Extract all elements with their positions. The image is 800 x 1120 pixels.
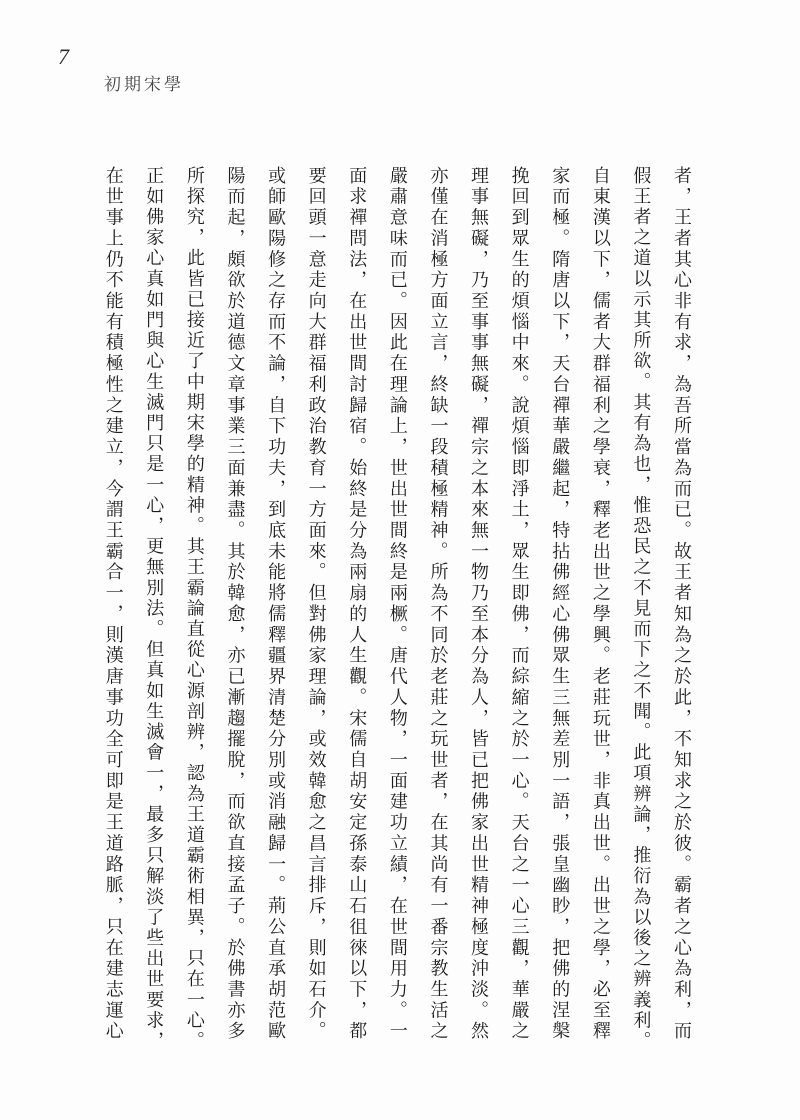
- text-column: 自東漢以下，儒者大群福利之學衰，釋老出世之學興。老莊玩世，非真出世。出世之學，必至釋: [590, 166, 611, 1042]
- text-column: 亦僅在消極方面立言，終缺一段積極精神。所為不同於老莊之玩世者，在其尚有一番宗教生活之: [428, 166, 449, 1042]
- text-column: 在世事上仍不能有積極性之建立，今謂王霸合一，則漢唐事功全可即是王道路脈，只在建志運心: [103, 166, 124, 1042]
- text-column: 正如佛家心真如門與心生滅門只是一心，更無別法。但真如生滅會一，最多只解淡了些出世要求，: [144, 166, 165, 1052]
- text-column: 家而極。隋唐以下，天台禪華嚴繼起，特拈佛經心佛眾生三無差別一語，張皇幽眇，把佛的涅槃: [550, 166, 571, 1042]
- text-column: 要回頭一意走向大群福利政治教育一方面來。但對佛家理論，或效韓愈之昌言排斥，則如石介。: [306, 166, 327, 1042]
- text-column: 陽而起，頗欲於道德文章事業三面兼盡。其於韓愈，亦已漸趨擺脫，而欲直接孟子。於佛書亦多: [225, 166, 246, 1042]
- text-column: 挽回到眾生的煩惱中來。說煩惱即淨土，眾生即佛，而綜縮之於一心。天台之一心三觀，華嚴之: [509, 166, 530, 1042]
- running-header: 初期宋學: [104, 75, 184, 94]
- page-number: 7: [58, 44, 69, 69]
- text-column: 或師歐陽修之存而不論，自下功夫，到底未能將儒釋疆界清楚分別或消融歸一。荊公直承胡范歐: [266, 166, 287, 1042]
- text-column: 所探究，此皆已接近了中期宋學的精神。其王霸論直從心源剖辨，認為王道霸術相異，只在一心。: [184, 166, 205, 1052]
- vertical-text-block: [92, 166, 702, 1052]
- text-column: 假王者之道以示其所欲。其有為也，惟恐民之不見而下之不聞。此項辨論，推衍為以後之辨義利。: [631, 166, 652, 1052]
- text-column: 嚴肅意味而已。因此在理論上，世出世間終是兩橛。唐代人物，一面建功立績，在世間用力。一: [387, 166, 408, 1042]
- text-column: 面求禪問法，在出世間討歸宿。始終是分為兩扇的人生觀。宋儒自胡安定孫泰山石徂徠以下，都: [347, 166, 368, 1042]
- text-column: 理事無礙，乃至事事無礙，禪宗之本來無一物乃至本分為人，皆已把佛家出世精神極度沖淡。然: [469, 166, 490, 1042]
- text-column: 者，王者其心非有求，為吾所當為而已。故王者知為之於此，不知求之於彼。霸者之心為利，而: [672, 166, 692, 1042]
